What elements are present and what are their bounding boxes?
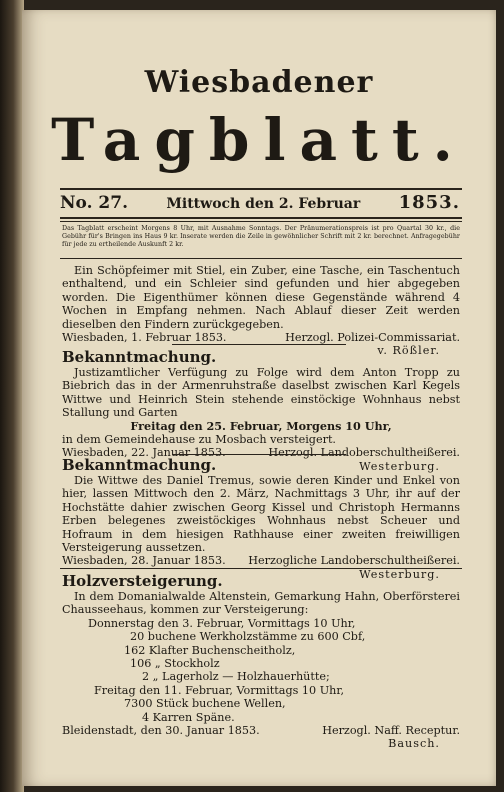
wood-auction-line: 20 buchene Werkholzstämme zu 600 Cbf, [130,630,366,644]
masthead-title: Tagblatt. [51,106,467,174]
announcement-2-signer: Westerburg. [359,567,440,581]
wood-auction-authority: Herzogl. Naff. Receptur. [322,724,460,738]
wood-auction-place-date: Bleidenstadt, den 30. Januar 1853. [62,724,260,738]
divider-1 [172,344,346,345]
issue-number: No. 27. [60,193,128,213]
wood-auction [62,572,460,751]
rule-mid [60,217,462,219]
found-notice-footer [62,331,460,344]
masthead-subtitle: Wiesbadener [144,65,374,100]
subscription-notice: Das Tagblatt erscheint Morgens 8 Uhr, mit Ausnahme Sonntags. Der Pränumerationspreis ist pro Quartal 30 kr., die Gebühr für's Bringen ins Haus 9 kr. Inserate werden die Zeile in gewöhnlicher Schrift mit 2 kr. berechnet. Anfragegebühr für jede zu ertheilende Auskunft 2 kr. [62,225,460,248]
announcement-1-place: in dem Gemeindehause zu Mosbach versteigert. [62,433,336,447]
wood-auction-title: Holzversteigerung. [62,572,223,590]
announcement-1-authority: Herzogl. Landoberschultheißerei. [268,446,460,460]
issue-year: 1853. [398,192,460,213]
wood-auction-line: 2 „ Lagerholz — Holzhauerhütte; [142,670,330,684]
rule-after-notice [60,258,462,259]
wood-auction-line: Donnerstag den 3. Februar, Vormittags 10 Uhr, [88,616,356,630]
announcement-1-text: Justizamtlicher Verfügung zu Folge wird dem Anton Tropp zu Biebrich das in der Armenruhstraße daselbst zwischen Karl Kegels Wittwe und Heinrich Stein stehende einstöckige Wohnhaus nebst Stallung und Garten [62,366,460,420]
wood-auction-line: Freitag den 11. Februar, Vormittags 10 Uhr, [94,683,345,697]
announcement-1-signer: Westerburg. [359,459,440,473]
wood-auction-list [62,617,460,724]
found-notice-text: Ein Schöpfeimer mit Stiel, ein Zuber, eine Tasche, ein Taschentuch enthaltend, und ein Schleier sind gefunden und hier abgegeben worden. Die Eigenthümer können diese Gegenstände während 4 Wochen in Empfang nehmen. Nach Ablauf dieser Zeit werden dieselben den Findern zurückgegeben. [62,264,460,331]
book-spine [0,0,24,792]
found-notice-authority: Herzogl. Polizei-Commissariat. [285,331,460,345]
announcement-1-date: Freitag den 25. Februar, Morgens 10 Uhr, [130,418,392,433]
announcement-2-footer [62,554,460,567]
announcement-1-place-date: Wiesbaden, 22. Januar 1853. [62,446,226,460]
wood-auction-intro: In dem Domanialwalde Altenstein, Gemarkung Hahn, Oberförsterei Chausseehaus, kommen zur Versteigerung: [62,590,460,617]
announcement-2 [62,456,460,581]
wood-auction-footer [62,724,460,737]
newspaper-page [22,10,496,786]
announcement-2-authority: Herzogliche Landoberschultheißerei. [248,554,460,568]
divider-2 [172,454,346,455]
announcement-2-place-date: Wiesbaden, 28. Januar 1853. [62,554,226,568]
wood-auction-line: 106 „ Stockholz [130,657,220,671]
announcement-2-title: Bekanntmachung. [62,456,217,474]
found-notice-signer: v. Rößler. [377,344,440,358]
rule-mid-thin [60,221,462,222]
wood-auction-line: 7300 Stück buchene Wellen, [124,697,286,711]
announcement-2-text: Die Wittwe des Daniel Tremus, sowie deren Kinder und Enkel von hier, lassen Mittwoch den 2. März, Nachmittags 3 Uhr, ihr auf der Hochstätte dahier zwischen Georg Kissel und Christoph Hermanns Erben belegenes zweistöckiges Wohnhaus nebst Scheuer und Hofraum in dem hiesigen Rathhause einer zweiten freiwilligen Versteigerung aussetzen. [62,474,460,555]
wood-auction-line: 4 Karren Späne. [142,710,235,724]
divider-3 [60,568,462,569]
rule-top [60,188,462,190]
wood-auction-line: 162 Klafter Buchenscheitholz, [124,643,296,657]
found-notice-place-date: Wiesbaden, 1. Februar 1853. [62,331,227,345]
issue-date: Mittwoch den 2. Februar [166,196,361,212]
wood-auction-signer: Bausch. [388,737,440,751]
announcement-1-title: Bekanntmachung. [62,348,217,366]
dateline [60,192,460,218]
